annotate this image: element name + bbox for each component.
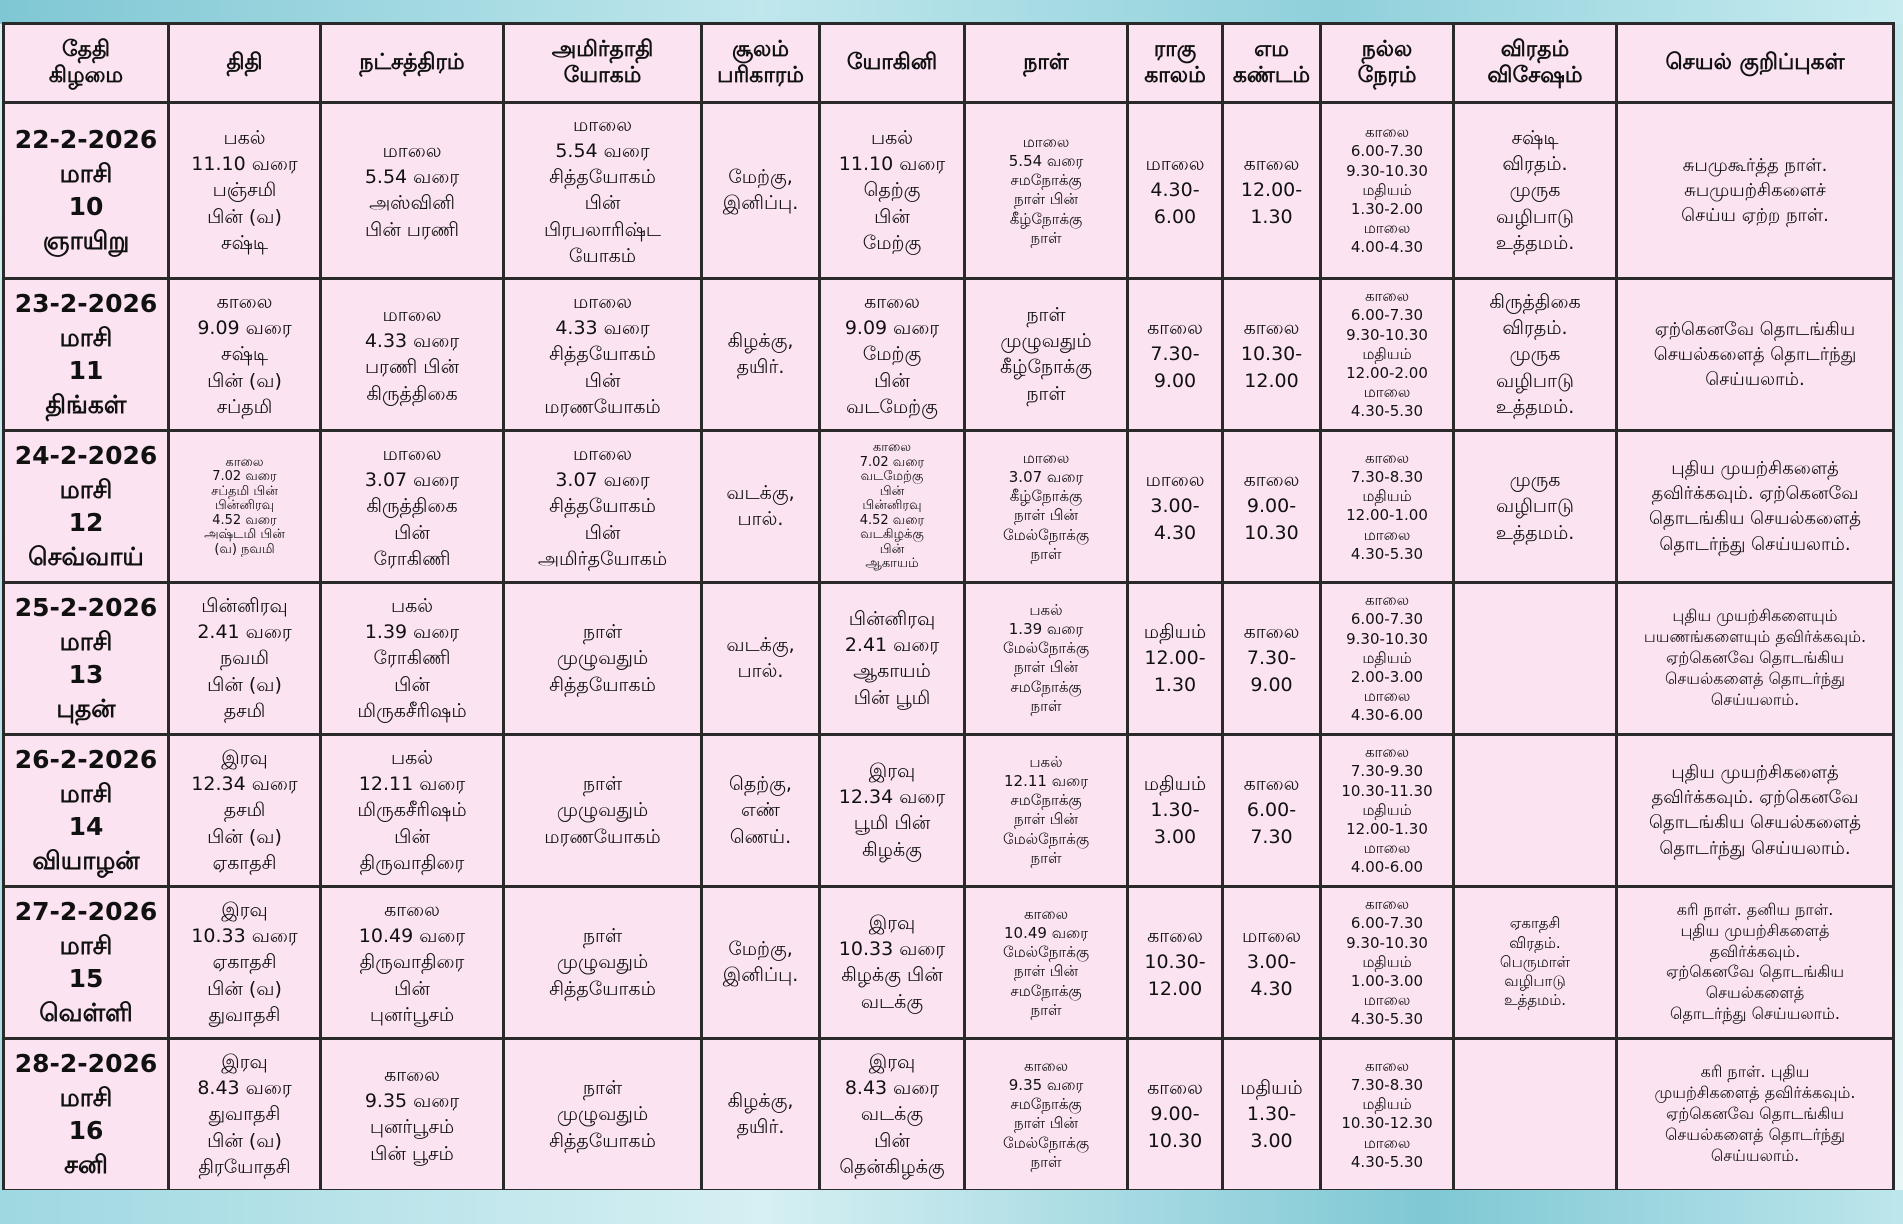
cell-naal: பகல் 1.39 வரை மேல்நோக்கு நாள் பின் சமநோக்கு நாள்	[965, 582, 1128, 734]
header-row	[4, 24, 1894, 103]
cell-viratham	[1454, 1038, 1617, 1190]
cell-naal: காலை 9.35 வரை சமநோக்கு நாள் பின் மேல்நோக்கு நாள்	[965, 1038, 1128, 1190]
cell-nalla-neram: காலை 6.00-7.30 9.30-10.30 மதியம் 2.00-3.00 மாலை 4.30-6.00	[1321, 582, 1454, 734]
cell-viratham: சஷ்டி விரதம். முருக வழிபாடு உத்தமம்.	[1454, 103, 1617, 279]
table-row	[4, 734, 1894, 886]
header-nakshatra: நட்சத்திரம்	[321, 24, 504, 103]
cell-date: 22-2-2026 மாசி 10 ஞாயிறு	[4, 103, 169, 279]
cell-soolam: தெற்கு, எண் ணெய்.	[702, 734, 820, 886]
cell-nalla-neram: காலை 7.30-8.30 மதியம் 10.30-12.30 மாலை 4.30-5.30	[1321, 1038, 1454, 1190]
cell-nalla-neram: காலை 6.00-7.30 9.30-10.30 மதியம் 12.00-2.00 மாலை 4.30-5.30	[1321, 278, 1454, 430]
header-rahu-kalam: ராகு காலம்	[1128, 24, 1223, 103]
cell-yogini: பகல் 11.10 வரை தெற்கு பின் மேற்கு	[820, 103, 965, 279]
cell-notes: கரி நாள். புதிய முயற்சிகளைத் தவிர்க்கவும். ஏற்கெனவே தொடங்கிய செயல்களைத் தொடர்ந்து செய்யலாம்.	[1617, 1038, 1894, 1190]
cell-notes: கரி நாள். தனிய நாள். புதிய முயற்சிகளைத் தவிர்க்கவும். ஏற்கெனவே தொடங்கிய செயல்களைத் தொடர்ந்து செய்யலாம்.	[1617, 886, 1894, 1038]
cell-nalla-neram: காலை 6.00-7.30 9.30-10.30 மதியம் 1.00-3.00 மாலை 4.30-5.30	[1321, 886, 1454, 1038]
cell-rahu-kalam: மாலை 4.30- 6.00	[1128, 103, 1223, 279]
cell-thithi: இரவு 10.33 வரை ஏகாதசி பின் (வ) துவாதசி	[169, 886, 321, 1038]
cell-viratham: கிருத்திகை விரதம். முருக வழிபாடு உத்தமம்.	[1454, 278, 1617, 430]
cell-yogini: இரவு 12.34 வரை பூமி பின் கிழக்கு	[820, 734, 965, 886]
top-decorative-band	[0, 0, 1903, 24]
cell-nakshatra: காலை 10.49 வரை திருவாதிரை பின் புனர்பூசம்	[321, 886, 504, 1038]
cell-rahu-kalam: காலை 9.00- 10.30	[1128, 1038, 1223, 1190]
cell-rahu-kalam: மாலை 3.00- 4.30	[1128, 430, 1223, 582]
cell-viratham: முருக வழிபாடு உத்தமம்.	[1454, 430, 1617, 582]
cell-thithi: பின்னிரவு 2.41 வரை நவமி பின் (வ) தசமி	[169, 582, 321, 734]
cell-viratham	[1454, 734, 1617, 886]
table-row	[4, 886, 1894, 1038]
cell-nakshatra: மாலை 4.33 வரை பரணி பின் கிருத்திகை	[321, 278, 504, 430]
panchangam-table-container	[2, 22, 1892, 1192]
header-nalla-neram: நல்ல நேரம்	[1321, 24, 1454, 103]
panchangam-table	[2, 22, 1895, 1192]
cell-notes: ஏற்கெனவே தொடங்கிய செயல்களைத் தொடர்ந்து செய்யலாம்.	[1617, 278, 1894, 430]
cell-ema-kandam: காலை 6.00- 7.30	[1223, 734, 1321, 886]
cell-yogam: நாள் முழுவதும் சித்தயோகம்	[504, 886, 702, 1038]
header-notes: செயல் குறிப்புகள்	[1617, 24, 1894, 103]
cell-yogam: மாலை 4.33 வரை சித்தயோகம் பின் மரணயோகம்	[504, 278, 702, 430]
header-naal: நாள்	[965, 24, 1128, 103]
cell-notes: புதிய முயற்சிகளைத் தவிர்க்கவும். ஏற்கெனவே தொடங்கிய செயல்களைத் தொடர்ந்து செய்யலாம்.	[1617, 430, 1894, 582]
table-row	[4, 430, 1894, 582]
cell-rahu-kalam: மதியம் 12.00- 1.30	[1128, 582, 1223, 734]
cell-notes: சுபமுகூர்த்த நாள். சுபமுயற்சிகளைச் செய்ய ஏற்ற நாள்.	[1617, 103, 1894, 279]
cell-naal: நாள் முழுவதும் கீழ்நோக்கு நாள்	[965, 278, 1128, 430]
cell-thithi: இரவு 12.34 வரை தசமி பின் (வ) ஏகாதசி	[169, 734, 321, 886]
cell-rahu-kalam: காலை 7.30- 9.00	[1128, 278, 1223, 430]
cell-rahu-kalam: மதியம் 1.30- 3.00	[1128, 734, 1223, 886]
cell-ema-kandam: காலை 12.00- 1.30	[1223, 103, 1321, 279]
table-row	[4, 1038, 1894, 1190]
cell-yogam: மாலை 3.07 வரை சித்தயோகம் பின் அமிர்தயோகம்	[504, 430, 702, 582]
cell-yogam: நாள் முழுவதும் மரணயோகம்	[504, 734, 702, 886]
cell-yogam: நாள் முழுவதும் சித்தயோகம்	[504, 582, 702, 734]
cell-date: 26-2-2026 மாசி 14 வியாழன்	[4, 734, 169, 886]
cell-yogini: இரவு 10.33 வரை கிழக்கு பின் வடக்கு	[820, 886, 965, 1038]
cell-date: 24-2-2026 மாசி 12 செவ்வாய்	[4, 430, 169, 582]
cell-soolam: வடக்கு, பால்.	[702, 582, 820, 734]
cell-nakshatra: மாலை 3.07 வரை கிருத்திகை பின் ரோகிணி	[321, 430, 504, 582]
cell-date: 23-2-2026 மாசி 11 திங்கள்	[4, 278, 169, 430]
cell-ema-kandam: மாலை 3.00- 4.30	[1223, 886, 1321, 1038]
header-viratham: விரதம் விசேஷம்	[1454, 24, 1617, 103]
cell-naal: பகல் 12.11 வரை சமநோக்கு நாள் பின் மேல்நோக்கு நாள்	[965, 734, 1128, 886]
cell-nalla-neram: காலை 6.00-7.30 9.30-10.30 மதியம் 1.30-2.00 மாலை 4.00-4.30	[1321, 103, 1454, 279]
cell-nalla-neram: காலை 7.30-8.30 மதியம் 12.00-1.00 மாலை 4.30-5.30	[1321, 430, 1454, 582]
header-thithi: திதி	[169, 24, 321, 103]
header-ema-kandam: எம கண்டம்	[1223, 24, 1321, 103]
cell-soolam: மேற்கு, இனிப்பு.	[702, 103, 820, 279]
cell-thithi: காலை 9.09 வரை சஷ்டி பின் (வ) சப்தமி	[169, 278, 321, 430]
cell-thithi: இரவு 8.43 வரை துவாதசி பின் (வ) திரயோதசி	[169, 1038, 321, 1190]
cell-viratham: ஏகாதசி விரதம். பெருமாள் வழிபாடு உத்தமம்.	[1454, 886, 1617, 1038]
cell-naal: மாலை 5.54 வரை சமநோக்கு நாள் பின் கீழ்நோக்கு நாள்	[965, 103, 1128, 279]
cell-yogini: காலை 9.09 வரை மேற்கு பின் வடமேற்கு	[820, 278, 965, 430]
cell-naal: காலை 10.49 வரை மேல்நோக்கு நாள் பின் சமநோக்கு நாள்	[965, 886, 1128, 1038]
cell-soolam: வடக்கு, பால்.	[702, 430, 820, 582]
header-soolam: சூலம் பரிகாரம்	[702, 24, 820, 103]
cell-nakshatra: மாலை 5.54 வரை அஸ்வினி பின் பரணி	[321, 103, 504, 279]
cell-nakshatra: பகல் 12.11 வரை மிருகசீரிஷம் பின் திருவாதிரை	[321, 734, 504, 886]
header-date: தேதி கிழமை	[4, 24, 169, 103]
cell-viratham	[1454, 582, 1617, 734]
cell-soolam: கிழக்கு, தயிர்.	[702, 278, 820, 430]
cell-rahu-kalam: காலை 10.30- 12.00	[1128, 886, 1223, 1038]
header-yogini: யோகினி	[820, 24, 965, 103]
cell-ema-kandam: காலை 10.30- 12.00	[1223, 278, 1321, 430]
cell-yogini: இரவு 8.43 வரை வடக்கு பின் தென்கிழக்கு	[820, 1038, 965, 1190]
cell-nakshatra: காலை 9.35 வரை புனர்பூசம் பின் பூசம்	[321, 1038, 504, 1190]
cell-notes: புதிய முயற்சிகளையும் பயணங்களையும் தவிர்க்கவும். ஏற்கெனவே தொடங்கிய செயல்களைத் தொடர்ந்து செய்யலாம்.	[1617, 582, 1894, 734]
table-row	[4, 278, 1894, 430]
cell-yogam: நாள் முழுவதும் சித்தயோகம்	[504, 1038, 702, 1190]
cell-thithi: பகல் 11.10 வரை பஞ்சமி பின் (வ) சஷ்டி	[169, 103, 321, 279]
cell-date: 25-2-2026 மாசி 13 புதன்	[4, 582, 169, 734]
cell-date: 27-2-2026 மாசி 15 வெள்ளி	[4, 886, 169, 1038]
cell-soolam: மேற்கு, இனிப்பு.	[702, 886, 820, 1038]
table-row	[4, 582, 1894, 734]
cell-ema-kandam: காலை 9.00- 10.30	[1223, 430, 1321, 582]
header-yogam: அமிர்தாதி யோகம்	[504, 24, 702, 103]
cell-ema-kandam: மதியம் 1.30- 3.00	[1223, 1038, 1321, 1190]
cell-date: 28-2-2026 மாசி 16 சனி	[4, 1038, 169, 1190]
cell-yogam: மாலை 5.54 வரை சித்தயோகம் பின் பிரபலாரிஷ்ட யோகம்	[504, 103, 702, 279]
cell-nakshatra: பகல் 1.39 வரை ரோகிணி பின் மிருகசீரிஷம்	[321, 582, 504, 734]
cell-naal: மாலை 3.07 வரை கீழ்நோக்கு நாள் பின் மேல்நோக்கு நாள்	[965, 430, 1128, 582]
table-row	[4, 103, 1894, 279]
cell-soolam: கிழக்கு, தயிர்.	[702, 1038, 820, 1190]
cell-nalla-neram: காலை 7.30-9.30 10.30-11.30 மதியம் 12.00-1.30 மாலை 4.00-6.00	[1321, 734, 1454, 886]
cell-ema-kandam: காலை 7.30- 9.00	[1223, 582, 1321, 734]
cell-yogini: காலை 7.02 வரை வடமேற்கு பின் பின்னிரவு 4.52 வரை வடகிழக்கு பின் ஆகாயம்	[820, 430, 965, 582]
cell-thithi: காலை 7.02 வரை சப்தமி பின் பின்னிரவு 4.52 வரை அஷ்டமி பின் (வ) நவமி	[169, 430, 321, 582]
bottom-decorative-band	[0, 1190, 1903, 1224]
cell-notes: புதிய முயற்சிகளைத் தவிர்க்கவும். ஏற்கெனவே தொடங்கிய செயல்களைத் தொடர்ந்து செய்யலாம்.	[1617, 734, 1894, 886]
cell-yogini: பின்னிரவு 2.41 வரை ஆகாயம் பின் பூமி	[820, 582, 965, 734]
